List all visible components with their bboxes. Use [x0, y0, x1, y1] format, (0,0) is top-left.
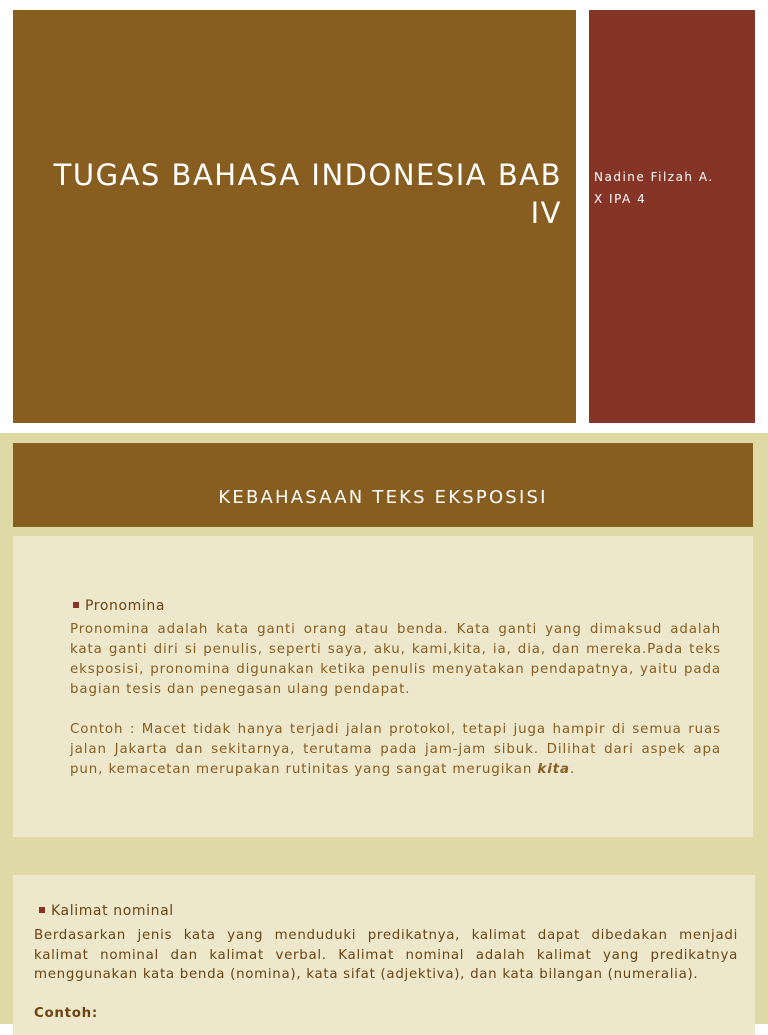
header-bar — [13, 443, 753, 527]
title-panel — [13, 10, 576, 423]
example-label: Contoh: — [34, 1006, 98, 1021]
title-slide — [0, 0, 768, 433]
square-bullet-icon — [73, 602, 79, 608]
section-heading: KEBAHASAAN TEKS EKSPOSISI — [218, 487, 548, 508]
content-slide-kalimat-nominal — [0, 837, 768, 1024]
example-end: . — [569, 762, 576, 777]
example-text: Contoh : Macet tidak hanya terjadi jalan protokol, tetapi juga hampir di semua ruas jalan Jakarta dan sekitarnya, terutama pada jam-jam sibuk. Dilihat dari aspek apa pun, kemacetan merupakan rutinitas yang sangat merugikan — [70, 722, 721, 777]
square-bullet-icon — [39, 907, 45, 913]
author-block — [594, 166, 714, 210]
author-class: X IPA 4 — [594, 192, 647, 206]
example-paragraph — [70, 720, 721, 780]
bullet-item-pronomina — [73, 598, 165, 614]
content-slide-pronomina — [0, 433, 768, 837]
bullet-label: Kalimat nominal — [51, 903, 174, 919]
content-panel — [13, 875, 755, 1035]
example-emphasis: kita — [537, 762, 570, 777]
author-name: Nadine Filzah A. — [594, 170, 714, 184]
author-panel — [589, 10, 755, 423]
bullet-label: Pronomina — [85, 598, 166, 614]
content-panel — [13, 536, 753, 854]
kalimat-nominal-paragraph: Berdasarkan jenis kata yang menduduki predikatnya, kalimat dapat dibedakan menjadi kalimat nominal dan kalimat verbal. Kalimat nominal adalah kalimat yang predikatnya menggunakan kata benda (nomina), kata sifat (adjektiva), dan kata bilangan (numeralia). — [34, 928, 738, 982]
bullet-item-kalimat-nominal — [39, 903, 174, 919]
pronomina-paragraph: Pronomina adalah kata ganti orang atau benda. Kata ganti yang dimaksud adalah kata ganti diri si penulis, seperti saya, aku, kami,kita, ia, dia, dan mereka.Pada teks eksposisi, pronomina digunakan ketika penulis menyatakan pendapatnya, yaitu pada bagian tesis dan penegasan ulang pendapat. — [70, 622, 721, 697]
slide-title: TUGAS BAHASA INDONESIA BAB IV — [53, 158, 562, 230]
